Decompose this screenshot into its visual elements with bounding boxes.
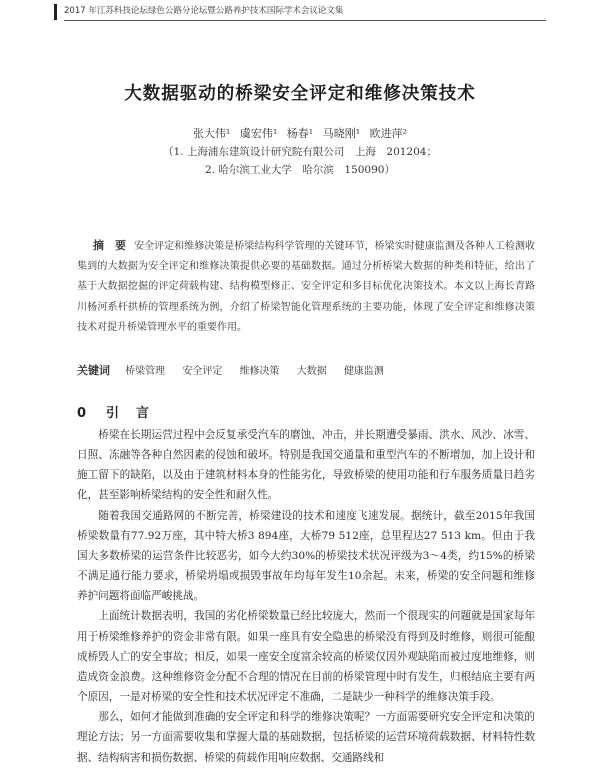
author: 张大伟¹ [192,127,231,140]
keyword: 维修决策 [239,366,280,377]
paragraph: 那么，如何才能做到准确的安全评定和科学的维修决策呢？一方面需要研究安全评定和决策的理论方法；另一方面需要收集和掌握大量的基础数据，包括桥梁的运营环境荷载数据、材料特性数据、结构病害和损伤数据、桥梁的荷载作用响应数据、交通路线和 [77,711,535,764]
abstract [77,236,535,338]
abstract-text: 安全评定和维修决策是桥梁结构科学管理的关键环节，桥梁实时健康监测及各种人工检测收集到的大数据为安全评定和维修决策提供必要的基础数据。通过分析桥梁大数据的种类和特征，给出了基于大数据挖掘的评定荷载构建、结构模型修正、安全评定和多目标优化决策技术。本文以上海长青路川杨河系杆拱桥的管理系统为例，介绍了桥梁智能化管理系统的主要功能，体现了安全评定和维修决策技术对提升桥梁管理水平的重要作用。 [77,241,536,333]
author-list [0,125,600,141]
body-text [77,425,535,768]
header-marker-bar [54,4,57,20]
section-number: 0 [77,406,89,421]
affiliation-2: 2. 哈尔滨工业大学 哈尔滨 150090） [205,164,395,176]
keyword: 健康监测 [343,366,384,377]
author: 马晓刚¹ [322,127,361,140]
paragraph: 上面统计数据表明，我国的劣化桥梁数量已经比较庞大，然而一个很现实的问题就是国家每年用于桥梁维修养护的资金非常有限。如果一座具有安全隐患的桥梁没有得到及时维修，则很可能酿成桥毁人亡的安全事故；相反，如果一座安全度富余较高的桥梁仅因外观缺陷而被过度地维修，则造成资金浪费。这种维修资金分配不合理的情况在目前的桥梁管理中时有发生，归根结底主要有两个原因，一是对桥梁的安全性和技术状况评定不准确，二是缺少一种科学的维修决策手段。 [77,610,535,704]
header-rule [64,20,546,21]
keyword: 大数据 [296,366,327,377]
author: 杨春¹ [286,127,314,140]
author: 欧进萍² [369,127,408,140]
keyword: 桥梁管理 [125,366,166,377]
paragraph: 桥梁在长期运营过程中会反复承受汽车的磨蚀、冲击，并长期遭受暴雨、洪水、风沙、冰雪、日照、冻融等各种自然因素的侵蚀和破坏。特别是我国交通量和重型汽车的不断增加，加上设计和施工留下的缺陷，以及由于建筑材料本身的性能劣化，导致桥梁的使用功能和行车服务质量日趋劣化，甚至影响桥梁结构的安全性和耐久性。 [77,429,535,502]
section-title: 引 言 [106,406,152,421]
keyword: 安全评定 [182,366,223,377]
author: 虞宏伟¹ [239,127,278,140]
section-heading [77,402,151,421]
keywords-label: 关键词 [77,364,110,377]
affiliation-1: （1. 上海浦东建筑设计研究院有限公司 上海 201204； [163,146,437,158]
abstract-label: 摘 要 [93,239,127,252]
running-title: 2017 年江苏科技论坛绿色公路分论坛暨公路养护技术国际学术会议论文集 [64,6,344,16]
paragraph: 随着我国交通路网的不断完善，桥梁建设的技术和速度飞速发展。据统计，截至2015年我国桥梁数量有77.92万座，其中特大桥3 894座，大桥79 512座，总里程达27 513 km。但由于我国大多数桥梁的运营条件比较恶劣，如今大约30%的桥梁技术状况评级为3～4类，约15%的桥梁不满足通行能力要求，桥梁坍塌或损毁事故年均每年发生10余起。未来，桥梁的安全问题和维修养护问题将面临严峻挑战。 [77,509,535,603]
paper-title: 大数据驱动的桥梁安全评定和维修决策技术 [124,84,476,104]
keywords [77,362,535,378]
running-header [64,4,544,22]
